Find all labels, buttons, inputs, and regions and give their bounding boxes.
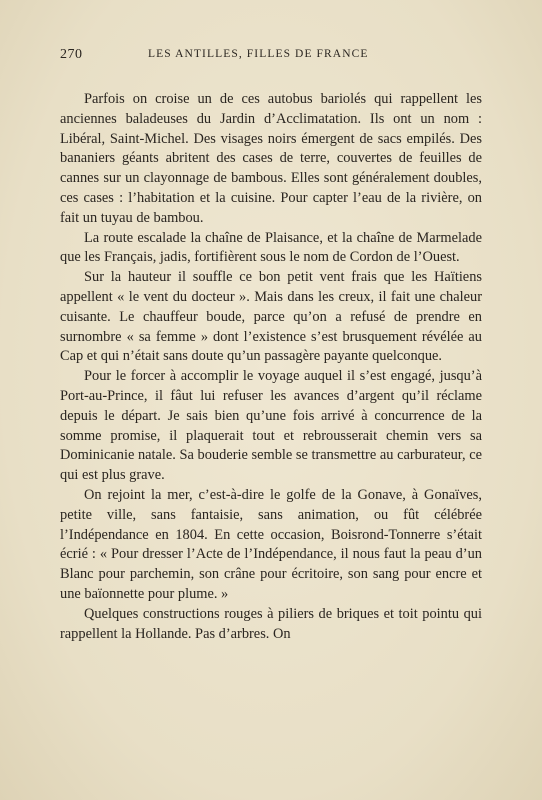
paragraph-autobus: Parfois on croise un de ces autobus bariolés qui rappellent les anciennes baladeuses du Jardin d’Acclimatation. Ils ont un nom : Libéral, Saint-Michel. Des visages noirs émergent de sacs empilés. Des bananiers géants abritent des cases de terre, couvertes de feuilles de cannes sur un clayonnage de bambous. Elles sont généralement doubles, ces cases : l’habitation et la cuisine. Pour capter l’eau de la rivière, on fait un tuyau de bambou. (60, 91, 482, 226)
body-text (60, 90, 482, 644)
paragraph-gonaives: On rejoint la mer, c’est-à-dire le golfe de la Gonave, à Gonaïves, petite ville, sans fantaisie, sans animation, ou fût célébrée l’Indépendance en 1804. En cette occasion, Boisrond-Tonnerre s’était écrié : « Pour dresser l’Acte de l’Indépendance, il nous faut la peau d’un Blanc pour parchemin, son crâne pour écritoire, son sang pour encre et une baïonnette pour plume. » (60, 486, 482, 602)
paragraph-route: La route escalade la chaîne de Plaisance, et la chaîne de Marmelade que les Français, jadis, fortifièrent sous le nom de Cordon de l’Ouest. (60, 229, 482, 266)
page-number: 270 (60, 47, 83, 62)
page-header (60, 47, 482, 67)
running-title: LES ANTILLES, FILLES DE FRANCE (148, 48, 369, 60)
paragraph-hauteur: Sur la hauteur il souffle ce bon petit vent frais que les Haïtiens appellent « le vent du docteur ». Mais dans les creux, il fait une chaleur cuisante. Le chauffeur boude, parce qu’on a refusé de prendre en surnombre « sa femme » dont l’existence s’est brusquement révélée au Cap et qui n’était sans doute qu’un passagère payante quelconque. (60, 269, 482, 365)
paragraph-constructions: Quelques constructions rouges à piliers de briques et toit pointu qui rappellent la Hollande. Pas d’arbres. On (60, 605, 482, 642)
paragraph-voyage: Pour le forcer à accomplir le voyage auquel il s’est engagé, jusqu’à Port-au-Prince, il fâut lui refuser les avances d’argent qu’il réclame depuis le départ. Je sais bien qu’une fois arrivé à concurrence de la somme promise, il plaquerait tout et rebrousserait chemin vers sa Dominicanie natale. Sa bouderie semble se transmettre au carburateur, ce qui est plus grave. (60, 368, 482, 484)
